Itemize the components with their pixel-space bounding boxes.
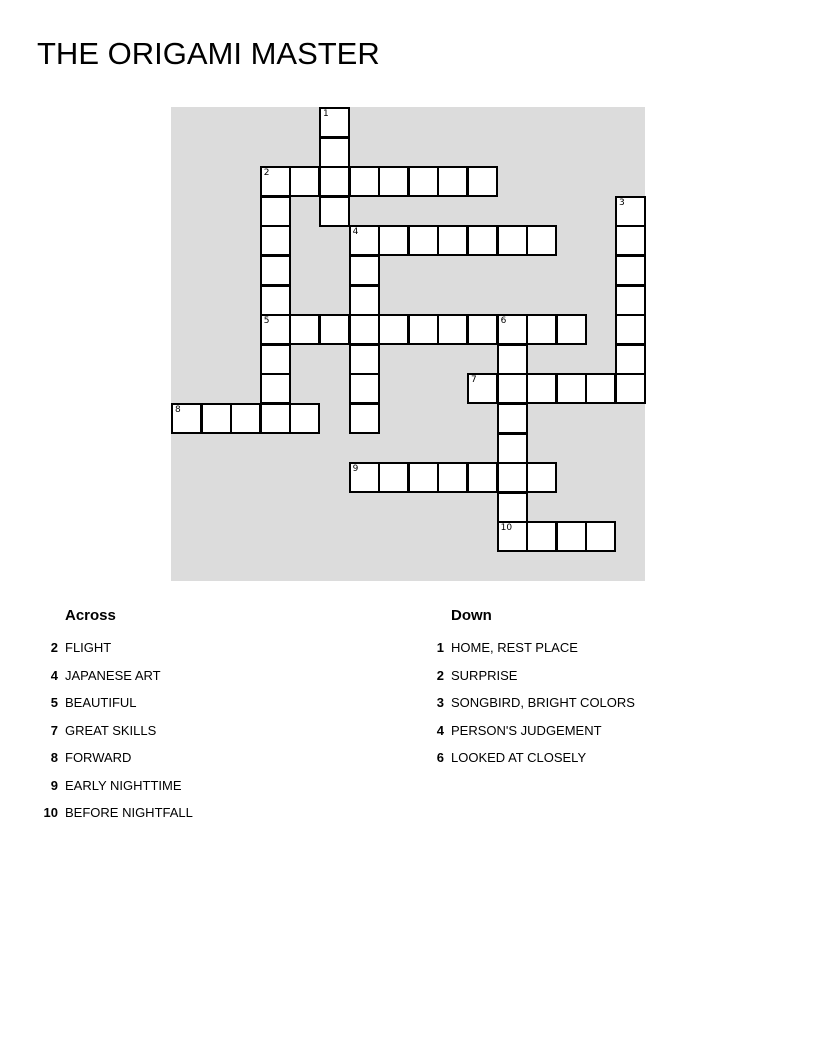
grid-cell[interactable] <box>585 521 616 552</box>
clue-text: PERSON'S JUDGEMENT <box>451 722 602 738</box>
grid-cell[interactable] <box>260 344 291 375</box>
clue-number: 10 <box>43 805 58 820</box>
grid-cell[interactable] <box>497 492 528 523</box>
cell-number: 7 <box>471 375 477 386</box>
grid-cell[interactable] <box>319 196 350 227</box>
grid-cell[interactable] <box>615 314 646 345</box>
grid-cell[interactable] <box>467 166 498 197</box>
grid-cell[interactable] <box>556 521 587 552</box>
grid-cell[interactable] <box>319 107 350 138</box>
cell-number: 1 <box>323 109 329 119</box>
grid-cell[interactable] <box>260 373 291 404</box>
clue-number: 1 <box>436 640 444 655</box>
across-heading: Across <box>65 607 116 624</box>
grid-cell[interactable] <box>408 462 439 493</box>
grid-cell[interactable] <box>615 196 646 227</box>
grid-cell[interactable] <box>556 373 587 404</box>
grid-cell[interactable] <box>289 403 320 434</box>
clue-text: LOOKED AT CLOSELY <box>451 750 587 765</box>
across-clue <box>50 721 193 749</box>
down-clue <box>436 693 635 721</box>
grid-cell[interactable] <box>615 344 646 375</box>
down-clue-list <box>436 638 635 776</box>
grid-cell[interactable] <box>615 225 646 256</box>
grid-cell[interactable] <box>497 403 528 434</box>
clue-number: 2 <box>436 667 444 683</box>
clue-text: EARLY NIGHTTIME <box>65 777 182 793</box>
grid-cell[interactable] <box>497 433 528 464</box>
grid-cell[interactable] <box>349 225 380 256</box>
grid-cell[interactable] <box>585 373 616 404</box>
grid-cell[interactable] <box>467 373 498 404</box>
clue-number: 8 <box>50 750 58 765</box>
cell-number: 4 <box>352 227 359 238</box>
grid-cell[interactable] <box>260 314 291 345</box>
grid-cell[interactable] <box>319 314 350 345</box>
grid-cell[interactable] <box>615 285 646 316</box>
grid-cell[interactable] <box>467 225 498 256</box>
clue-text: BEAUTIFUL <box>65 695 137 710</box>
cell-number: 8 <box>175 405 181 415</box>
grid-cell[interactable] <box>289 314 320 345</box>
across-clue <box>50 776 193 804</box>
grid-cell[interactable] <box>289 166 320 197</box>
grid-cell[interactable] <box>230 403 261 434</box>
grid-cell[interactable] <box>437 225 468 256</box>
grid-cell[interactable] <box>497 462 528 493</box>
grid-cell[interactable] <box>526 521 557 552</box>
clue-number: 7 <box>50 722 58 738</box>
grid-cell[interactable] <box>349 285 380 316</box>
grid-cell[interactable] <box>378 314 409 345</box>
grid-cell[interactable] <box>260 255 291 286</box>
cell-number: 6 <box>500 316 507 327</box>
crossword-grid <box>171 107 645 581</box>
down-clue <box>436 748 635 776</box>
grid-cell[interactable] <box>526 314 557 345</box>
grid-cell[interactable] <box>260 196 291 227</box>
clue-number: 2 <box>50 640 58 655</box>
down-heading: Down <box>451 607 492 624</box>
grid-cell[interactable] <box>497 344 528 375</box>
grid-cell[interactable] <box>349 344 380 375</box>
grid-cell[interactable] <box>437 314 468 345</box>
grid-cell[interactable] <box>497 314 528 345</box>
grid-cell[interactable] <box>201 403 232 434</box>
across-clue <box>50 693 193 721</box>
grid-cell[interactable] <box>260 225 291 256</box>
grid-cell[interactable] <box>437 166 468 197</box>
cell-number: 10 <box>500 523 513 534</box>
grid-cell[interactable] <box>497 373 528 404</box>
grid-cell[interactable] <box>349 166 380 197</box>
cell-number: 3 <box>619 197 625 208</box>
grid-cell[interactable] <box>497 521 528 552</box>
cell-number: 5 <box>263 316 270 327</box>
down-clue <box>436 666 635 694</box>
grid-cell[interactable] <box>497 225 528 256</box>
grid-cell[interactable] <box>556 314 587 345</box>
clue-text: FLIGHT <box>65 640 112 655</box>
grid-cell[interactable] <box>349 462 380 493</box>
grid-cell[interactable] <box>378 225 409 256</box>
across-clue <box>50 748 193 776</box>
grid-cell[interactable] <box>349 403 380 434</box>
grid-cell[interactable] <box>467 462 498 493</box>
clue-text: JAPANESE ART <box>65 667 161 683</box>
grid-cell[interactable] <box>378 462 409 493</box>
cell-number: 2 <box>263 168 270 179</box>
grid-cell[interactable] <box>349 373 380 404</box>
grid-cell[interactable] <box>260 285 291 316</box>
clue-text: HOME, REST PLACE <box>451 640 578 655</box>
grid-cell[interactable] <box>408 166 439 197</box>
grid-cell[interactable] <box>408 225 439 256</box>
grid-cell[interactable] <box>171 403 202 434</box>
grid-cell[interactable] <box>349 255 380 286</box>
grid-cell[interactable] <box>408 314 439 345</box>
clue-text: GREAT SKILLS <box>65 722 157 738</box>
clue-text: BEFORE NIGHTFALL <box>65 805 193 820</box>
across-clue <box>50 666 193 694</box>
grid-cell[interactable] <box>526 373 557 404</box>
clue-number: 4 <box>436 722 444 738</box>
grid-cell[interactable] <box>319 166 350 197</box>
grid-cell[interactable] <box>615 373 646 404</box>
grid-cell[interactable] <box>526 462 557 493</box>
clue-number: 5 <box>50 695 58 710</box>
grid-cell[interactable] <box>526 225 557 256</box>
down-clue <box>436 721 635 749</box>
grid-cell[interactable] <box>615 255 646 286</box>
cell-number: 9 <box>352 464 359 475</box>
across-clue <box>43 803 193 831</box>
grid-cell[interactable] <box>437 462 468 493</box>
clue-number: 6 <box>436 750 444 765</box>
down-clue <box>436 638 635 666</box>
across-clue <box>50 638 193 666</box>
grid-cell[interactable] <box>378 166 409 197</box>
grid-cell[interactable] <box>260 403 291 434</box>
clue-number: 3 <box>436 695 444 710</box>
clue-text: SURPRISE <box>451 667 518 683</box>
clue-text: SONGBIRD, BRIGHT COLORS <box>451 695 635 710</box>
grid-cell[interactable] <box>319 137 350 168</box>
across-clue-list <box>43 638 193 831</box>
puzzle-title: THE ORIGAMI MASTER <box>37 36 380 71</box>
clue-number: 9 <box>50 777 58 793</box>
grid-cell[interactable] <box>260 166 291 197</box>
grid-cell[interactable] <box>467 314 498 345</box>
grid-cell[interactable] <box>349 314 380 345</box>
clue-number: 4 <box>50 667 58 683</box>
clue-text: FORWARD <box>65 750 132 765</box>
